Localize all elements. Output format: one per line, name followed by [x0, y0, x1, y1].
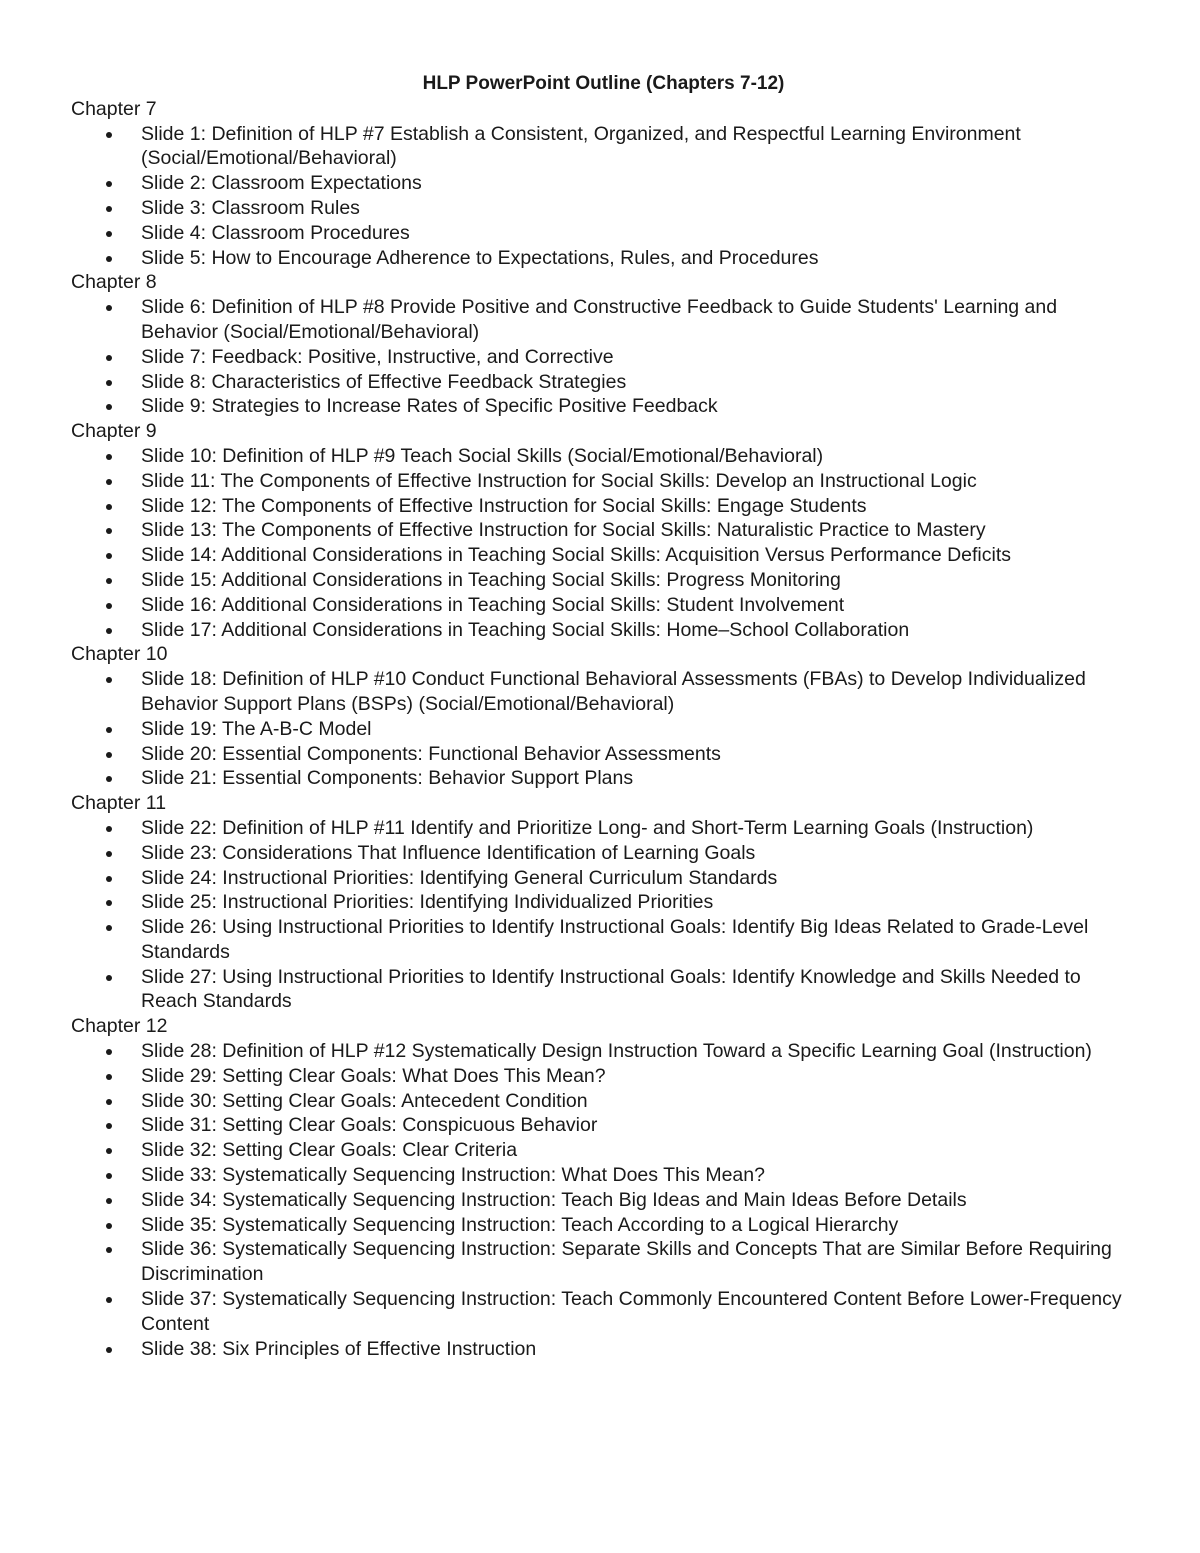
chapter-section	[71, 419, 1130, 642]
slide-list-item	[71, 171, 1130, 196]
slide-text: Slide 20: Essential Components: Functional Behavior Assessments	[141, 742, 721, 765]
slide-list-item	[71, 370, 1130, 395]
slide-text: Slide 19: The A-B-C Model	[141, 717, 372, 740]
slide-text: Slide 10: Definition of HLP #9 Teach Social Skills (Social/Emotional/Behavioral)	[141, 444, 824, 467]
slide-list-item	[71, 593, 1130, 618]
bullet-icon	[106, 1049, 112, 1055]
bullet-icon	[106, 776, 112, 782]
bullet-icon	[106, 256, 112, 262]
slide-list-item	[71, 667, 1130, 717]
slide-list-item	[71, 1138, 1130, 1163]
bullet-icon	[106, 206, 112, 212]
slide-list-item	[71, 122, 1130, 172]
bullet-icon	[106, 727, 112, 733]
slide-list-item	[71, 742, 1130, 767]
slide-list-item	[71, 1089, 1130, 1114]
slide-text: Slide 28: Definition of HLP #12 Systematically Design Instruction Toward a Specific Learning Goal (Instruction)	[141, 1040, 1092, 1063]
slide-list-item	[71, 1188, 1130, 1213]
slide-list-item	[71, 295, 1130, 345]
bullet-icon	[106, 975, 112, 981]
slide-text: Slide 38: Six Principles of Effective Instruction	[141, 1337, 537, 1360]
slide-list-item	[71, 841, 1130, 866]
bullet-icon	[106, 1123, 112, 1129]
bullet-icon	[106, 603, 112, 609]
bullet-icon	[106, 305, 112, 311]
chapter-heading: Chapter 8	[71, 271, 157, 294]
bullet-icon	[106, 1173, 112, 1179]
slide-text: Slide 12: The Components of Effective Instruction for Social Skills: Engage Students	[141, 494, 867, 517]
bullet-icon	[106, 1148, 112, 1154]
bullet-icon	[106, 628, 112, 634]
bullet-icon	[106, 454, 112, 460]
bullet-icon	[106, 1223, 112, 1229]
bullet-icon	[106, 677, 112, 683]
slide-text: Slide 7: Feedback: Positive, Instructive, and Corrective	[141, 345, 614, 368]
slide-text: Slide 37: Systematically Sequencing Instruction: Teach Commonly Encountered Content Before Lower-Frequency Content	[141, 1288, 1122, 1335]
slide-list-item	[71, 246, 1130, 271]
slide-list-item	[71, 1113, 1130, 1138]
slide-list-item	[71, 518, 1130, 543]
chapter-heading: Chapter 10	[71, 643, 168, 666]
slide-list-item	[71, 394, 1130, 419]
slide-list-item	[71, 444, 1130, 469]
slide-list-item	[71, 568, 1130, 593]
bullet-icon	[106, 181, 112, 187]
slide-list-item	[71, 766, 1130, 791]
bullet-icon	[106, 1198, 112, 1204]
slide-text: Slide 29: Setting Clear Goals: What Does This Mean?	[141, 1064, 606, 1087]
bullet-icon	[106, 504, 112, 510]
slide-list-item	[71, 915, 1130, 965]
slide-list	[71, 1039, 1130, 1361]
slide-list-item	[71, 890, 1130, 915]
slide-list-item	[71, 1039, 1130, 1064]
slide-text: Slide 5: How to Encourage Adherence to Expectations, Rules, and Procedures	[141, 246, 819, 269]
chapter-section	[71, 97, 1130, 271]
chapter-heading: Chapter 9	[71, 420, 157, 443]
slide-list-item	[71, 717, 1130, 742]
slide-text: Slide 22: Definition of HLP #11 Identify and Prioritize Long- and Short-Term Learning Goals (Instruction)	[141, 816, 1034, 839]
bullet-icon	[106, 826, 112, 832]
chapter-section	[71, 270, 1130, 419]
slide-text: Slide 4: Classroom Procedures	[141, 221, 410, 244]
slide-list-item	[71, 221, 1130, 246]
bullet-icon	[106, 553, 112, 559]
slide-text: Slide 6: Definition of HLP #8 Provide Positive and Constructive Feedback to Guide Students' Learning and Behavior (Social/Emotional/Behavioral)	[141, 296, 1058, 343]
slide-text: Slide 16: Additional Considerations in Teaching Social Skills: Student Involvement	[141, 593, 845, 616]
slide-text: Slide 24: Instructional Priorities: Identifying General Curriculum Standards	[141, 866, 778, 889]
slide-list-item	[71, 1213, 1130, 1238]
bullet-icon	[106, 925, 112, 931]
slide-text: Slide 32: Setting Clear Goals: Clear Criteria	[141, 1139, 518, 1162]
bullet-icon	[106, 1247, 112, 1253]
slide-text: Slide 33: Systematically Sequencing Instruction: What Does This Mean?	[141, 1164, 765, 1187]
chapter-heading: Chapter 12	[71, 1015, 168, 1038]
bullet-icon	[106, 355, 112, 361]
slide-list-item	[71, 1064, 1130, 1089]
bullet-icon	[106, 578, 112, 584]
slide-text: Slide 21: Essential Components: Behavior Support Plans	[141, 767, 634, 790]
chapter-heading: Chapter 11	[71, 792, 167, 815]
slide-text: Slide 15: Additional Considerations in Teaching Social Skills: Progress Monitoring	[141, 568, 841, 591]
bullet-icon	[106, 132, 112, 138]
slide-text: Slide 17: Additional Considerations in Teaching Social Skills: Home–School Collaboration	[141, 618, 910, 641]
slide-text: Slide 25: Instructional Priorities: Identifying Individualized Priorities	[141, 891, 714, 914]
chapter-section	[71, 642, 1130, 791]
slide-text: Slide 3: Classroom Rules	[141, 196, 360, 219]
slide-text: Slide 9: Strategies to Increase Rates of Specific Positive Feedback	[141, 395, 718, 418]
bullet-icon	[106, 1347, 112, 1353]
slide-text: Slide 23: Considerations That Influence Identification of Learning Goals	[141, 841, 756, 864]
slide-list-item	[71, 469, 1130, 494]
bullet-icon	[106, 380, 112, 386]
slide-list-item	[71, 618, 1130, 643]
slide-list	[71, 667, 1130, 791]
bullet-icon	[106, 231, 112, 237]
slide-text: Slide 30: Setting Clear Goals: Antecedent Condition	[141, 1089, 588, 1112]
slide-list-item	[71, 866, 1130, 891]
slide-list-item	[71, 494, 1130, 519]
document-title: HLP PowerPoint Outline (Chapters 7-12)	[422, 73, 785, 94]
bullet-icon	[106, 752, 112, 758]
slide-text: Slide 26: Using Instructional Priorities to Identify Instructional Goals: Identify Big Ideas Related to Grade-Level Standards	[141, 916, 1089, 963]
slide-list-item	[71, 965, 1130, 1015]
slide-text: Slide 36: Systematically Sequencing Instruction: Separate Skills and Concepts That are Similar Before Requiring Discrimination	[141, 1238, 1112, 1286]
slide-list-item	[71, 1237, 1130, 1287]
bullet-icon	[106, 851, 112, 857]
chapter-section	[71, 791, 1130, 1014]
slide-list-item	[71, 345, 1130, 370]
slide-list	[71, 122, 1130, 271]
bullet-icon	[106, 1099, 112, 1105]
slide-text: Slide 11: The Components of Effective Instruction for Social Skills: Develop an Instructional Logic	[141, 469, 977, 492]
slide-text: Slide 2: Classroom Expectations	[141, 172, 422, 195]
slide-list-item	[71, 196, 1130, 221]
outline	[71, 97, 1130, 1362]
bullet-icon	[106, 876, 112, 882]
slide-text: Slide 18: Definition of HLP #10 Conduct Functional Behavioral Assessments (FBAs) to Develop Individualized Behavior Support Plans (BSPs) (Social/Emotional/Behavioral)	[141, 668, 1086, 715]
slide-text: Slide 27: Using Instructional Priorities to Identify Instructional Goals: Identify Knowledge and Skills Needed to Reach Standards	[141, 965, 1081, 1013]
slide-text: Slide 8: Characteristics of Effective Feedback Strategies	[141, 370, 627, 393]
slide-text: Slide 1: Definition of HLP #7 Establish a Consistent, Organized, and Respectful Learning Environment (Social/Emotional/Behavioral)	[141, 122, 1021, 170]
slide-text: Slide 34: Systematically Sequencing Instruction: Teach Big Ideas and Main Ideas Before Details	[141, 1188, 967, 1211]
slide-list-item	[71, 543, 1130, 568]
slide-list-item	[71, 1287, 1130, 1337]
slide-text: Slide 14: Additional Considerations in Teaching Social Skills: Acquisition Versus Performance Deficits	[141, 544, 1012, 567]
slide-list-item	[71, 816, 1130, 841]
slide-text: Slide 31: Setting Clear Goals: Conspicuous Behavior	[141, 1114, 598, 1137]
bullet-icon	[106, 1074, 112, 1080]
bullet-icon	[106, 528, 112, 534]
bullet-icon	[106, 1297, 112, 1303]
slide-text: Slide 35: Systematically Sequencing Instruction: Teach According to a Logical Hierarchy	[141, 1213, 899, 1236]
bullet-icon	[106, 479, 112, 485]
slide-list	[71, 816, 1130, 1014]
bullet-icon	[106, 900, 112, 906]
slide-text: Slide 13: The Components of Effective Instruction for Social Skills: Naturalistic Practice to Mastery	[141, 519, 986, 542]
chapter-heading: Chapter 7	[71, 97, 157, 120]
slide-list	[71, 444, 1130, 642]
bullet-icon	[106, 404, 112, 410]
slide-list	[71, 295, 1130, 419]
slide-list-item	[71, 1163, 1130, 1188]
slide-list-item	[71, 1337, 1130, 1362]
chapter-section	[71, 1014, 1130, 1361]
